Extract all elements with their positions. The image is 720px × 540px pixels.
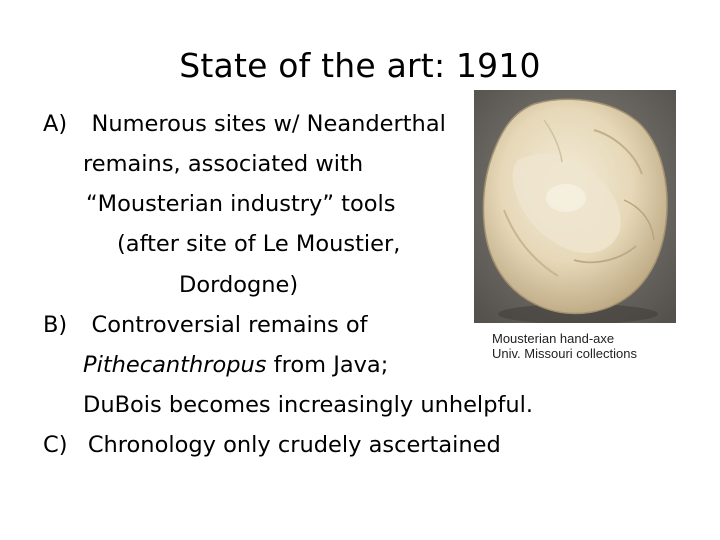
item-b-italic-term: Pithecanthropus xyxy=(83,352,267,378)
item-a-line-3: “Mousterian industry” tools xyxy=(86,191,396,217)
list-marker-c: C) xyxy=(43,432,68,458)
item-b-line-3: DuBois becomes increasingly unhelpful. xyxy=(83,392,534,418)
figure-caption xyxy=(492,331,637,361)
item-c-line-1: Chronology only crudely ascertained xyxy=(87,432,501,458)
item-a-line-1: Numerous sites w/ Neanderthal xyxy=(91,111,446,137)
item-a-line-2: remains, associated with xyxy=(83,151,364,177)
list-item-b xyxy=(43,310,368,340)
item-a-line-4: (after site of Le Moustier, xyxy=(117,231,401,257)
list-item-a xyxy=(43,109,446,139)
item-a-line-5: Dordogne) xyxy=(179,272,299,298)
caption-line-2: Univ. Missouri collections xyxy=(492,346,637,361)
item-b-line-2 xyxy=(83,350,388,380)
item-b-line-2-rest: from Java; xyxy=(266,352,389,378)
hand-axe-photo xyxy=(474,90,676,323)
list-marker-b: B) xyxy=(43,312,68,338)
slide-title: State of the art: 1910 xyxy=(179,46,541,85)
item-b-line-1: Controversial remains of xyxy=(91,312,368,338)
list-marker-a: A) xyxy=(43,111,68,137)
list-item-c xyxy=(43,430,501,460)
caption-line-1: Mousterian hand-axe xyxy=(492,331,615,346)
